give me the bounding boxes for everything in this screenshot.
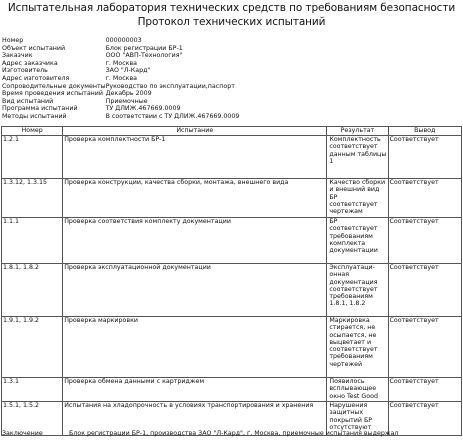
meta-value: 000000003 xyxy=(105,37,142,44)
row-test: Проверка конструкции, качества сборки, монтажа, внешнего вида xyxy=(63,179,327,218)
results-header-row xyxy=(2,127,462,136)
meta-row-customer xyxy=(2,52,461,60)
meta-value: г. Москва xyxy=(105,74,138,82)
meta-value: Блок регистрации БР-1 xyxy=(105,44,183,52)
table-row xyxy=(2,136,462,179)
meta-label: Время проведения испытаний xyxy=(2,90,103,98)
meta-row-program xyxy=(2,105,461,113)
row-verdict: Соответствует xyxy=(388,264,461,317)
row-number: 1.3.1 xyxy=(2,378,63,402)
meta-value: В соответствии с ТУ ДЛИЖ.467669.0009 xyxy=(105,112,240,120)
row-number: 1.3.12, 1.3.15 xyxy=(2,179,63,218)
table-row xyxy=(2,264,462,317)
row-test: Проверка комплектности БР-1 xyxy=(63,136,327,179)
row-result: Эксплуатаци-онная документация соответствует требованиям 1.8.1, 1.8.2 xyxy=(327,264,388,317)
meta-label: Методы испытаний xyxy=(2,112,67,120)
conclusion-label: Заключение xyxy=(2,430,43,437)
meta-value: ООО "АВП-Технология" xyxy=(105,52,183,60)
row-test: Испытания на хладопрочность в условиях транспортирования и хранения xyxy=(63,402,327,436)
row-test: Проверка эксплуатационной документации xyxy=(63,264,327,317)
meta-row-manufacturer-address xyxy=(2,75,461,83)
row-result: Нарушения защитных покрытий БР отсутствуют xyxy=(327,402,388,436)
row-result: Маркировка стирается, не осыпается, не выцветает и соответствует требованиям чертежей xyxy=(327,317,388,378)
row-number: 1.5.1, 1.5.2 xyxy=(2,402,63,436)
row-verdict: Соответствует xyxy=(388,317,461,378)
meta-label: Адрес изготовителя xyxy=(2,74,70,82)
meta-value: ЗАО "Л-Кард" xyxy=(105,67,151,75)
table-row xyxy=(2,317,462,378)
meta-value: Приемочные xyxy=(105,97,148,105)
meta-row-methods xyxy=(2,113,461,121)
row-verdict: Соответствует xyxy=(388,179,461,218)
meta-value: г. Москва xyxy=(105,59,138,67)
meta-table xyxy=(2,37,461,121)
row-test: Проверка маркировки xyxy=(63,317,327,378)
header-result: Результат xyxy=(327,127,388,136)
protocol-title: Протокол технических испытаний xyxy=(137,16,326,28)
meta-label: Программа испытаний xyxy=(2,105,78,113)
row-verdict: Соответствует xyxy=(388,136,461,179)
row-test: Проверка обмена данными с картриджем xyxy=(63,378,327,402)
header-number: Номер xyxy=(2,127,63,136)
conclusion xyxy=(2,430,463,437)
meta-row-number xyxy=(2,37,461,45)
header-verdict: Вывод xyxy=(388,127,461,136)
row-verdict: Соответствует xyxy=(388,218,461,264)
lab-title: Испытательная лаборатория технических средств по требованиям безопасности xyxy=(7,2,456,14)
meta-label: Изготовитель xyxy=(2,67,48,75)
conclusion-text: Блок регистрации БР-1, производства ЗАО "Л-Кард", г. Москва, приемочные испытания выдержал xyxy=(69,430,399,437)
meta-value: Декабрь 2009 xyxy=(105,90,152,98)
meta-label: Вид испытаний xyxy=(2,97,54,105)
meta-value: ТУ ДЛИЖ.467669.0009 xyxy=(105,105,181,113)
row-test: Проверка соответствия комплекту документации xyxy=(63,218,327,264)
row-verdict: Соответствует xyxy=(388,378,461,402)
meta-row-customer-address xyxy=(2,60,461,68)
meta-label: Адрес заказчика xyxy=(2,59,58,67)
meta-row-object xyxy=(2,45,461,53)
table-row xyxy=(2,218,462,264)
row-result: Качество сборки и внешний вид БР соответствует чертежам xyxy=(327,179,388,218)
table-row xyxy=(2,378,462,402)
table-row xyxy=(2,179,462,218)
row-result: Комплектность соответствует данным таблицы 1 xyxy=(327,136,388,179)
row-number: 1.2.1 xyxy=(2,136,63,179)
row-number: 1.1.1 xyxy=(2,218,63,264)
meta-label: Номер xyxy=(2,37,24,44)
row-result: Появилось всплывающее окно Test Good xyxy=(327,378,388,402)
meta-row-manufacturer xyxy=(2,67,461,75)
row-result: БР соответствует требованиям комплекта документации xyxy=(327,218,388,264)
meta-label: Заказчик xyxy=(2,52,33,60)
header-test: Испытание xyxy=(63,127,327,136)
row-number: 1.9.1, 1.9.2 xyxy=(2,317,63,378)
meta-row-test-time xyxy=(2,90,461,98)
row-verdict: Соответствует xyxy=(388,402,461,436)
row-number: 1.8.1, 1.8.2 xyxy=(2,264,63,317)
meta-value: Руководство по эксплуатации,паспорт xyxy=(105,82,235,90)
meta-label: Сопроводительные документы xyxy=(2,82,106,90)
meta-label: Объект испытаний xyxy=(2,44,66,52)
results-table xyxy=(1,126,462,436)
